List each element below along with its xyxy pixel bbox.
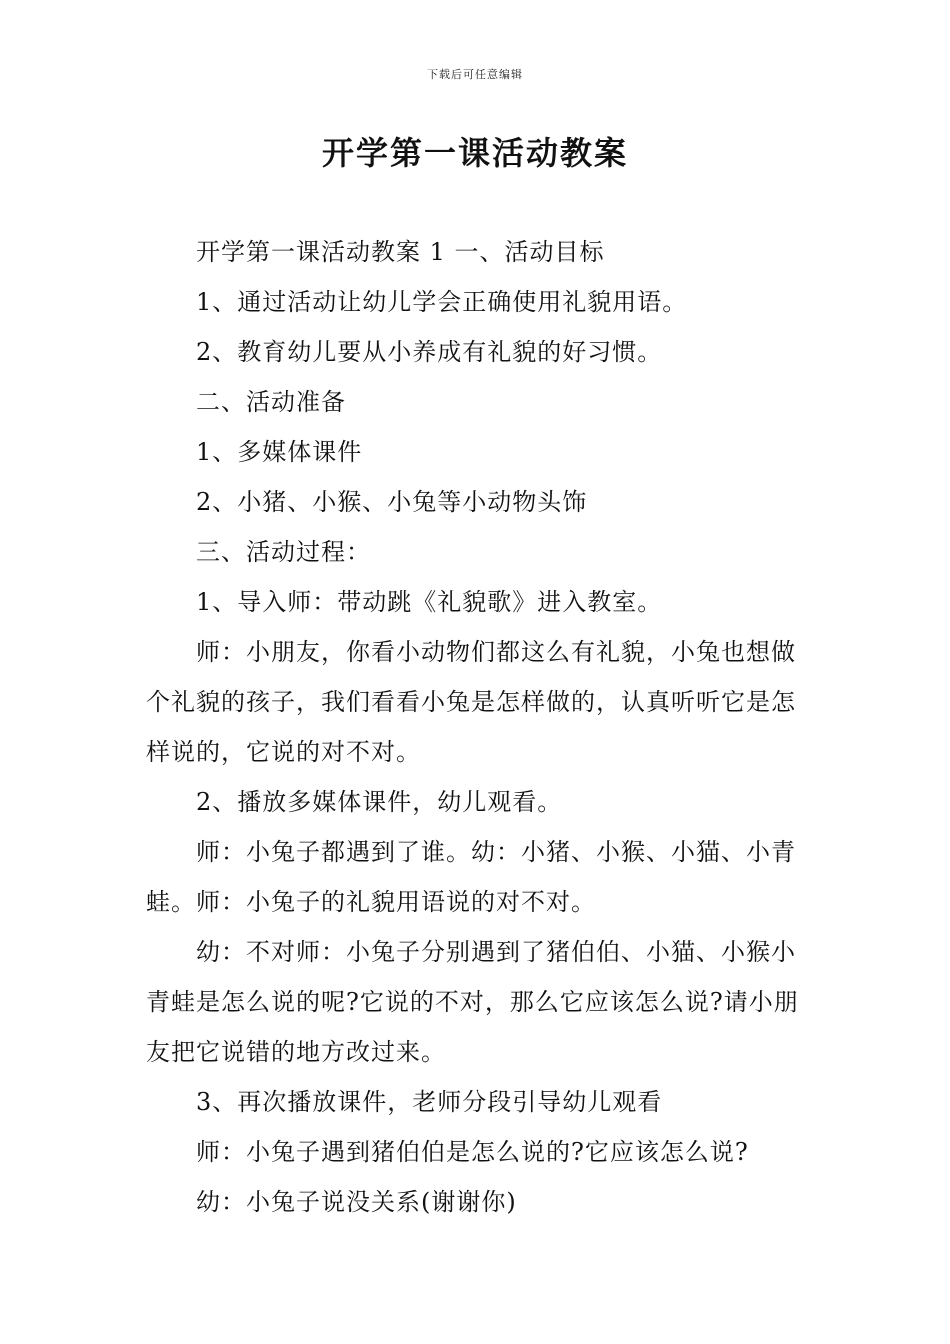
- paragraph-dialogue-2: 幼：不对师：小兔子分别遇到了猪伯伯、小猫、小猴小青蛙是怎么说的呢?它说的不对，那么它应该怎么说?请小朋友把它说错的地方改过来。: [146, 938, 799, 1066]
- paragraph-teacher-1: 师：小朋友，你看小动物们都这么有礼貌，小兔也想做个礼貌的孩子，我们看看小兔是怎样做的，认真听听它是怎样说的，它说的对不对。: [146, 638, 796, 766]
- document-title: 开学第一课活动教案: [321, 134, 628, 172]
- paragraph-process-1: 1、导入师：带动跳《礼貌歌》进入教室。: [196, 588, 663, 616]
- paragraph-teacher-2: 师：小兔子遇到猪伯伯是怎么说的?它应该怎么说?: [196, 1138, 749, 1166]
- paragraph-goals-heading: 开学第一课活动教案 1 一、活动目标: [196, 238, 605, 266]
- paragraph-process-heading: 三、活动过程：: [196, 538, 371, 566]
- paragraph-goal-2: 2、教育幼儿要从小养成有礼貌的好习惯。: [196, 338, 663, 366]
- document-body: [146, 227, 810, 1227]
- paragraph-prep-2: 2、小猪、小猴、小兔等小动物头饰: [196, 488, 588, 516]
- paragraph-process-3: 3、再次播放课件，老师分段引导幼儿观看: [196, 1088, 663, 1116]
- paragraph-dialogue-1: 师：小兔子都遇到了谁。幼：小猪、小猴、小猫、小青蛙。师：小兔子的礼貌用语说的对不对。: [146, 838, 796, 916]
- paragraph-goal-1: 1、通过活动让幼儿学会正确使用礼貌用语。: [196, 288, 688, 316]
- paragraph-prep-heading: 二、活动准备: [196, 388, 346, 416]
- paragraph-process-2: 2、播放多媒体课件，幼儿观看。: [196, 788, 563, 816]
- paragraph-prep-1: 1、多媒体课件: [196, 438, 363, 466]
- paragraph-child-answer: 幼：小兔子说没关系(谢谢你): [196, 1188, 517, 1216]
- page-header-note: 下载后可任意编辑: [427, 68, 523, 81]
